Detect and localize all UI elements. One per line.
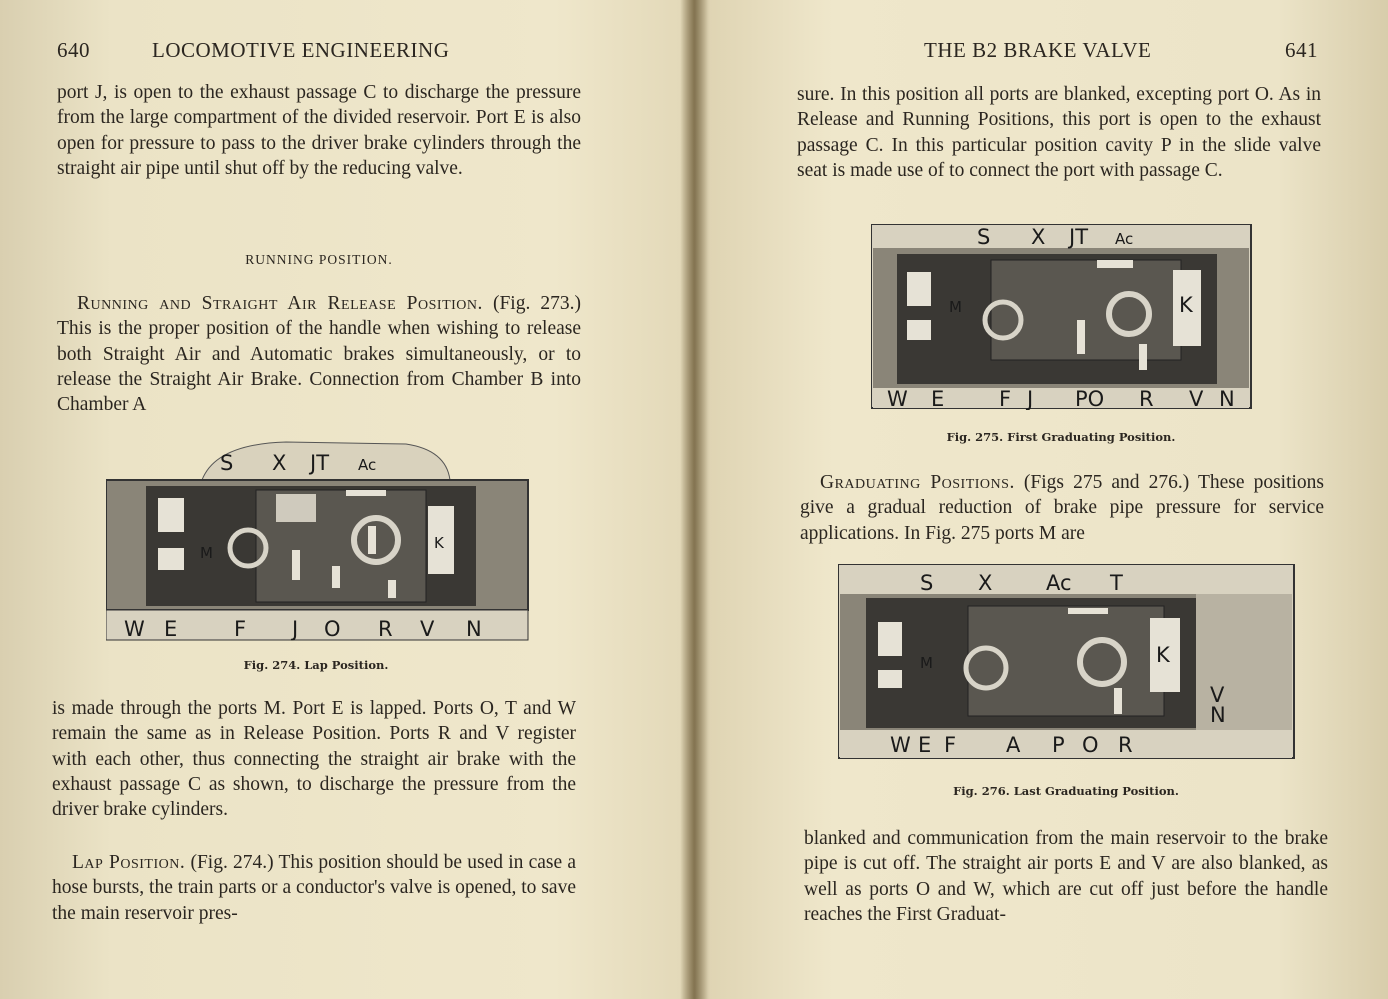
fig276-label-m: M <box>920 654 933 672</box>
left-paragraph-4 <box>52 850 576 926</box>
fig276-label-s: S <box>920 571 934 595</box>
figure-274 <box>106 440 530 652</box>
fig275-label-w: W <box>887 387 908 410</box>
right-running-head: THE B2 BRAKE VALVE <box>924 38 1152 62</box>
fig274-label-r: R <box>378 617 393 641</box>
fig274-label-j: J <box>292 617 299 641</box>
graduating-positions-lead: Graduating Positions. <box>820 472 1015 493</box>
fig276-label-ac: Ac <box>1046 571 1072 595</box>
left-paragraph-4-body: (Fig. 274.) This position should be used in case a hose bursts, the train parts or a conductor's valve is opened, to save the main reservoir pres- <box>52 852 576 924</box>
fig276-label-a: A <box>1006 733 1021 757</box>
fig276-label-x: X <box>978 571 993 595</box>
figure-276 <box>838 564 1296 760</box>
lap-position-lead: Lap Position. <box>72 852 186 873</box>
fig275-label-k: K <box>1179 293 1193 317</box>
fig275-label-v: V <box>1189 387 1204 410</box>
fig276-label-v: V <box>1210 683 1225 707</box>
fig274-label-jt: JT <box>310 451 330 475</box>
fig274-label-x: X <box>272 451 287 475</box>
figure-274-caption: Fig. 274. Lap Position. <box>243 658 389 672</box>
right-page <box>694 0 1388 999</box>
fig274-label-w: W <box>124 617 145 641</box>
fig276-label-e: E <box>918 733 932 757</box>
left-running-head: LOCOMOTIVE ENGINEERING <box>152 38 450 62</box>
fig276-label-o: O <box>1082 733 1099 757</box>
fig274-label-o: O <box>324 617 341 641</box>
fig275-label-s: S <box>977 225 991 249</box>
fig276-label-n: N <box>1210 703 1226 727</box>
fig275-label-ac: Ac <box>1115 230 1134 248</box>
fig274-label-v: V <box>420 617 435 641</box>
figure-276-diagram <box>838 564 1296 760</box>
left-paragraph-3: is made through the ports M. Port E is lapped. Ports O, T and W remain the same as in Release Position. Ports R and V register with each other, thus connecting the straight air brake with the exhaust passage C as shown, to discharge the pressure from the driver brake cylinders. <box>52 698 576 821</box>
fig275-label-r: R <box>1139 387 1154 410</box>
fig276-label-t: T <box>1110 571 1123 595</box>
fig274-label-m: M <box>200 544 213 562</box>
fig275-label-j: J <box>1027 387 1034 410</box>
fig274-label-n: N <box>466 617 482 641</box>
fig275-label-e: E <box>931 387 945 410</box>
fig275-label-m: M <box>949 298 962 316</box>
fig276-label-f: F <box>944 733 957 757</box>
fig274-label-e: E <box>164 617 178 641</box>
left-paragraph-2 <box>57 291 581 417</box>
fig275-label-jt: JT <box>1069 225 1089 249</box>
fig276-label-k: K <box>1156 643 1170 667</box>
section-heading: RUNNING POSITION. <box>245 252 393 267</box>
fig274-label-k: K <box>434 534 444 552</box>
right-page-number: 641 <box>1285 38 1318 62</box>
right-paragraph-2-body: (Figs 275 and 276.) These positions give a gradual reduction of brake pipe pressure for service applications. In Fig. 275 ports M are <box>800 472 1325 544</box>
fig275-label-f: F <box>999 387 1012 410</box>
right-paragraph-3: blanked and communication from the main reservoir to the brake pipe is cut off. The straight air ports E and V are also blanked, as well as ports O and W, which are cut off just before the handle reaches the First Graduat- <box>804 828 1328 925</box>
fig274-label-f: F <box>234 617 247 641</box>
fig276-label-r: R <box>1118 733 1133 757</box>
fig276-label-p: P <box>1052 733 1065 757</box>
fig274-label-ac: Ac <box>358 456 377 474</box>
running-position-lead: Running and Straight Air Release Position. <box>77 293 483 314</box>
fig275-label-x: X <box>1031 225 1046 249</box>
figure-276-caption: Fig. 276. Last Graduating Position. <box>953 784 1179 798</box>
figure-275 <box>871 224 1253 410</box>
fig274-label-s: S <box>220 451 234 475</box>
left-paragraph-2-body: (Fig. 273.) This is the proper position of the handle when wishing to release both Straight Air and Automatic brakes simultaneously, or to release the Straight Air Brake. Connection from Chamber B into Chamber A <box>57 293 581 416</box>
figure-274-diagram <box>106 440 530 652</box>
figure-275-diagram <box>871 224 1253 410</box>
fig275-label-n: N <box>1219 387 1235 410</box>
left-page-number: 640 <box>57 38 90 62</box>
right-paragraph-2 <box>800 470 1324 546</box>
figure-275-caption: Fig. 275. First Graduating Position. <box>946 430 1176 444</box>
left-paragraph-1: port J, is open to the exhaust passage C to discharge the pressure from the large compartment of the divided reservoir. Port E is also open for pressure to pass to the driver brake cylinders through the straight air pipe until shut off by the reducing valve. <box>57 82 581 179</box>
fig276-label-w: W <box>890 733 911 757</box>
fig275-label-po: PO <box>1075 387 1105 410</box>
right-paragraph-1: sure. In this position all ports are blanked, excepting port O. As in Release and Running Positions, this port is open to the exhaust passage C. In this particular position cavity P in the slide valve seat is made use of to connect the port with passage C. <box>797 84 1321 181</box>
